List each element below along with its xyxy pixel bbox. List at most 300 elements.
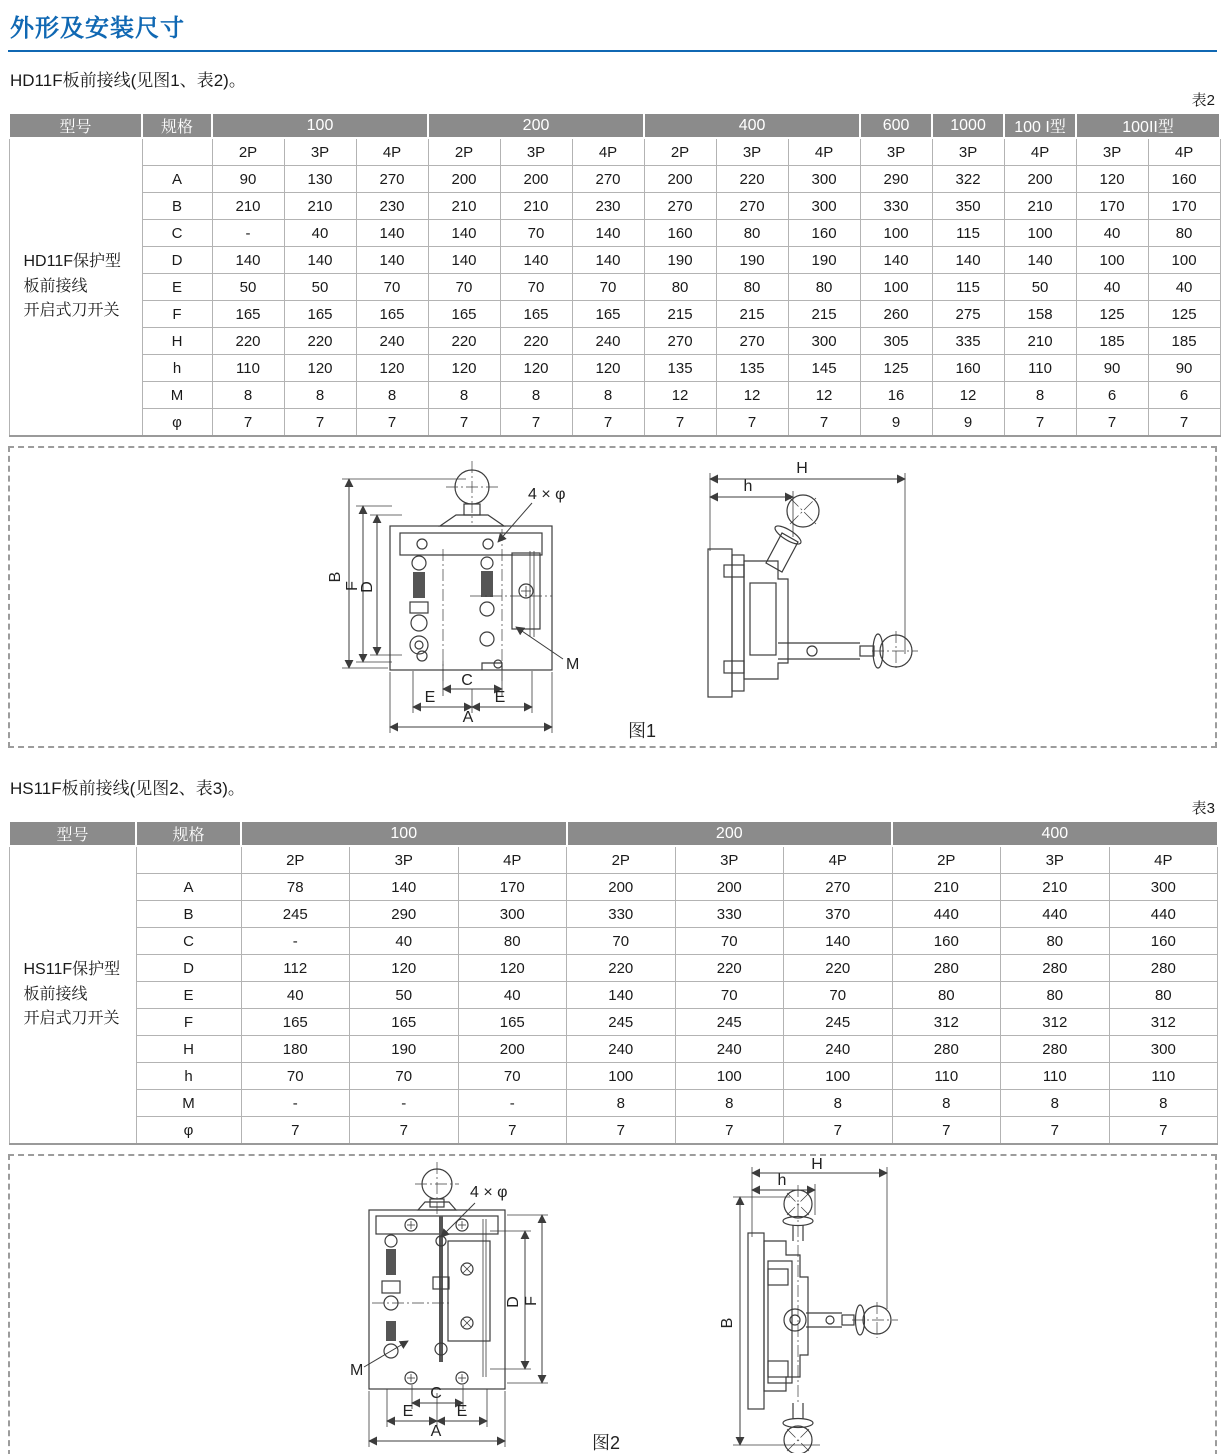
dimension-label: C bbox=[142, 220, 212, 247]
dimension-value: 50 bbox=[212, 274, 284, 301]
pole-count-header: 3P bbox=[284, 138, 356, 166]
table2-tag: 表2 bbox=[1191, 92, 1215, 109]
rating-group-header: 600 bbox=[860, 113, 932, 138]
dimension-value: 70 bbox=[241, 1063, 350, 1090]
fig1-e2-label: E bbox=[494, 689, 506, 706]
fig2-phi-label: 4 × φ bbox=[470, 1184, 508, 1201]
dimension-value: 270 bbox=[716, 328, 788, 355]
pole-header-row bbox=[9, 846, 1218, 874]
dimension-value: 90 bbox=[1148, 355, 1220, 382]
pole-count-header: 3P bbox=[675, 846, 784, 874]
dimension-value: 300 bbox=[1109, 1036, 1218, 1063]
dimension-value: 190 bbox=[644, 247, 716, 274]
dimension-value: 7 bbox=[675, 1117, 784, 1145]
dimension-row bbox=[9, 355, 1220, 382]
spec-column-header: 规格 bbox=[136, 821, 241, 846]
fig1-e1-label: E bbox=[424, 689, 436, 706]
dimension-value: 180 bbox=[241, 1036, 350, 1063]
dimension-value: 245 bbox=[241, 901, 350, 928]
pole-count-header: 4P bbox=[784, 846, 893, 874]
dimension-value: 220 bbox=[284, 328, 356, 355]
dimension-value: 330 bbox=[860, 193, 932, 220]
dimension-value: 140 bbox=[356, 247, 428, 274]
dimension-value: 70 bbox=[675, 982, 784, 1009]
dimension-value: 165 bbox=[212, 301, 284, 328]
dimension-value: 7 bbox=[644, 409, 716, 437]
dimension-value: 7 bbox=[284, 409, 356, 437]
dimension-value: 100 bbox=[784, 1063, 893, 1090]
dimension-row bbox=[9, 1090, 1218, 1117]
pole-count-header: 2P bbox=[241, 846, 350, 874]
dimension-label: M bbox=[136, 1090, 241, 1117]
dimension-value: 70 bbox=[500, 274, 572, 301]
dimension-value: 210 bbox=[1004, 193, 1076, 220]
dimension-value: 50 bbox=[1004, 274, 1076, 301]
dimension-value: 140 bbox=[428, 220, 500, 247]
dimension-value: 440 bbox=[1109, 901, 1218, 928]
dimension-value: 140 bbox=[784, 928, 893, 955]
dimension-value: 215 bbox=[644, 301, 716, 328]
dimension-value: 140 bbox=[356, 220, 428, 247]
dimension-label: D bbox=[136, 955, 241, 982]
dimension-row bbox=[9, 166, 1220, 193]
dimension-value: 12 bbox=[788, 382, 860, 409]
dimension-value: 70 bbox=[784, 982, 893, 1009]
rating-group-header: 400 bbox=[644, 113, 860, 138]
dimension-value: 40 bbox=[241, 982, 350, 1009]
dimension-value: 270 bbox=[644, 328, 716, 355]
dimension-value: 270 bbox=[356, 166, 428, 193]
fig1-a-label: A bbox=[462, 709, 474, 726]
dimension-value: 120 bbox=[500, 355, 572, 382]
fig1-d-label: D bbox=[359, 581, 376, 593]
dimension-value: 112 bbox=[241, 955, 350, 982]
dimension-value: 40 bbox=[1076, 274, 1148, 301]
dimension-value: 50 bbox=[284, 274, 356, 301]
pole-count-header: 4P bbox=[356, 138, 428, 166]
dimension-value: - bbox=[458, 1090, 567, 1117]
dimension-value: 200 bbox=[567, 874, 676, 901]
dimension-value: 8 bbox=[892, 1090, 1001, 1117]
dimension-value: 140 bbox=[350, 874, 459, 901]
dimension-value: 100 bbox=[1148, 247, 1220, 274]
dimension-value: 120 bbox=[572, 355, 644, 382]
dimension-value: 220 bbox=[428, 328, 500, 355]
dimension-label: H bbox=[136, 1036, 241, 1063]
model-name-text bbox=[10, 958, 136, 1032]
rating-group-header: 200 bbox=[428, 113, 644, 138]
dimension-value: 145 bbox=[788, 355, 860, 382]
dimension-value: 165 bbox=[241, 1009, 350, 1036]
dimension-value: 100 bbox=[567, 1063, 676, 1090]
figure2-caption: 图2 bbox=[592, 1433, 621, 1453]
pole-count-header: 4P bbox=[458, 846, 567, 874]
dimension-value: 300 bbox=[788, 193, 860, 220]
dimension-value: 40 bbox=[350, 928, 459, 955]
dimension-value: 8 bbox=[675, 1090, 784, 1117]
dimension-row bbox=[9, 874, 1218, 901]
dimension-label: h bbox=[142, 355, 212, 382]
dimension-value: 7 bbox=[892, 1117, 1001, 1145]
model-name-line: 开启式刀开关 bbox=[23, 1010, 120, 1028]
dimension-label: φ bbox=[142, 409, 212, 437]
pole-count-header: 2P bbox=[892, 846, 1001, 874]
dimension-value: 165 bbox=[428, 301, 500, 328]
dimension-value: 140 bbox=[932, 247, 1004, 274]
dimension-value: 170 bbox=[1076, 193, 1148, 220]
dimension-row bbox=[9, 409, 1220, 437]
dimension-value: 120 bbox=[350, 955, 459, 982]
dimension-value: 8 bbox=[1001, 1090, 1110, 1117]
dimension-label: M bbox=[142, 382, 212, 409]
dimension-row bbox=[9, 928, 1218, 955]
dimension-value: 190 bbox=[788, 247, 860, 274]
section2-intro: HS11F板前接线(见图2、表3)。 bbox=[10, 779, 245, 798]
dimension-row bbox=[9, 955, 1218, 982]
dimension-value: 12 bbox=[716, 382, 788, 409]
model-name-text bbox=[10, 250, 142, 324]
dimension-value: 350 bbox=[932, 193, 1004, 220]
pole-count-header: 2P bbox=[644, 138, 716, 166]
spec-empty-cell bbox=[142, 138, 212, 166]
dimension-value: - bbox=[350, 1090, 459, 1117]
dimension-value: 70 bbox=[356, 274, 428, 301]
dimension-value: 230 bbox=[356, 193, 428, 220]
dimension-value: 7 bbox=[1004, 409, 1076, 437]
pole-count-header: 2P bbox=[212, 138, 284, 166]
dimension-row bbox=[9, 1009, 1218, 1036]
dimension-value: 280 bbox=[1109, 955, 1218, 982]
dimension-value: 440 bbox=[892, 901, 1001, 928]
dimension-value: 7 bbox=[428, 409, 500, 437]
pole-count-header: 3P bbox=[1076, 138, 1148, 166]
dimension-row bbox=[9, 382, 1220, 409]
dimension-value: 70 bbox=[350, 1063, 459, 1090]
dimension-value: 200 bbox=[1004, 166, 1076, 193]
dimension-value: 165 bbox=[284, 301, 356, 328]
dimension-value: 120 bbox=[284, 355, 356, 382]
dimension-value: 100 bbox=[860, 220, 932, 247]
dimension-value: 140 bbox=[212, 247, 284, 274]
dimension-value: 300 bbox=[458, 901, 567, 928]
dimension-value: 160 bbox=[892, 928, 1001, 955]
dimension-value: 280 bbox=[892, 955, 1001, 982]
fig1-phi-label: 4 × φ bbox=[528, 486, 566, 503]
dimension-value: 165 bbox=[458, 1009, 567, 1036]
fig1-front-dimensions bbox=[327, 479, 552, 733]
dimension-value: 200 bbox=[644, 166, 716, 193]
dimension-label: B bbox=[142, 193, 212, 220]
dimension-value: 7 bbox=[784, 1117, 893, 1145]
dimension-value: 160 bbox=[1148, 166, 1220, 193]
dimension-value: 140 bbox=[572, 247, 644, 274]
dimension-value: 8 bbox=[1004, 382, 1076, 409]
dimension-value: 120 bbox=[356, 355, 428, 382]
dimension-value: 220 bbox=[716, 166, 788, 193]
dimension-value: 220 bbox=[784, 955, 893, 982]
dimension-value: 40 bbox=[1076, 220, 1148, 247]
dimension-label: C bbox=[136, 928, 241, 955]
dimension-value: 7 bbox=[572, 409, 644, 437]
dimension-value: 80 bbox=[644, 274, 716, 301]
dimension-value: 215 bbox=[716, 301, 788, 328]
dimension-row bbox=[9, 247, 1220, 274]
dimension-value: 135 bbox=[716, 355, 788, 382]
header-row bbox=[9, 821, 1218, 846]
title-underline bbox=[8, 50, 1217, 52]
pole-count-header: 3P bbox=[932, 138, 1004, 166]
dimension-value: 12 bbox=[932, 382, 1004, 409]
model-name-line: 板前接线 bbox=[23, 277, 88, 295]
dimension-value: 280 bbox=[1001, 955, 1110, 982]
dimension-value: 330 bbox=[567, 901, 676, 928]
dimension-value: 7 bbox=[350, 1117, 459, 1145]
dimension-value: 7 bbox=[241, 1117, 350, 1145]
dimension-value: 100 bbox=[860, 274, 932, 301]
dimension-value: 330 bbox=[675, 901, 784, 928]
dimension-value: 300 bbox=[788, 328, 860, 355]
fig1-c-label: C bbox=[461, 672, 473, 689]
dimension-value: 40 bbox=[458, 982, 567, 1009]
dimension-value: 290 bbox=[860, 166, 932, 193]
dimension-value: 100 bbox=[675, 1063, 784, 1090]
pole-count-header: 2P bbox=[567, 846, 676, 874]
dimension-label: φ bbox=[136, 1117, 241, 1145]
dimension-value: 40 bbox=[1148, 274, 1220, 301]
dimension-value: 160 bbox=[932, 355, 1004, 382]
dimension-value: 8 bbox=[500, 382, 572, 409]
dimension-value: 165 bbox=[500, 301, 572, 328]
dimension-value: 120 bbox=[458, 955, 567, 982]
dimension-value: 80 bbox=[716, 220, 788, 247]
model-column-header: 型号 bbox=[9, 113, 142, 138]
dimension-value: 80 bbox=[788, 274, 860, 301]
figure2-box bbox=[8, 1154, 1217, 1454]
dimension-value: 115 bbox=[932, 220, 1004, 247]
pole-count-header: 4P bbox=[1004, 138, 1076, 166]
dimension-row bbox=[9, 220, 1220, 247]
dimension-value: 110 bbox=[212, 355, 284, 382]
dimension-value: 90 bbox=[1076, 355, 1148, 382]
rating-group-header: 100 I型 bbox=[1004, 113, 1076, 138]
dimension-value: 170 bbox=[458, 874, 567, 901]
dimension-value: 140 bbox=[572, 220, 644, 247]
dimension-value: 240 bbox=[356, 328, 428, 355]
rating-group-header: 400 bbox=[892, 821, 1218, 846]
dimension-value: - bbox=[212, 220, 284, 247]
dimension-value: 280 bbox=[892, 1036, 1001, 1063]
dimension-value: 210 bbox=[1001, 874, 1110, 901]
dimension-value: 210 bbox=[212, 193, 284, 220]
dimension-value: 140 bbox=[428, 247, 500, 274]
page-title: 外形及安装尺寸 bbox=[10, 15, 185, 42]
dimension-value: 80 bbox=[458, 928, 567, 955]
dimension-value: 110 bbox=[1109, 1063, 1218, 1090]
dimension-value: 290 bbox=[350, 901, 459, 928]
fig2-H-label: H bbox=[811, 1157, 823, 1173]
dimension-value: 6 bbox=[1076, 382, 1148, 409]
dimension-value: 312 bbox=[1001, 1009, 1110, 1036]
fig1-side-view bbox=[708, 460, 918, 697]
dimension-value: 190 bbox=[350, 1036, 459, 1063]
dimension-value: 100 bbox=[1076, 247, 1148, 274]
fig1-H-label: H bbox=[796, 460, 808, 477]
dimension-value: 160 bbox=[1109, 928, 1218, 955]
dimension-label: D bbox=[142, 247, 212, 274]
dimension-value: 7 bbox=[1109, 1117, 1218, 1145]
dimension-value: 165 bbox=[356, 301, 428, 328]
model-name-cell bbox=[9, 846, 136, 1144]
dimension-value: 270 bbox=[784, 874, 893, 901]
dimension-value: 335 bbox=[932, 328, 1004, 355]
dimension-value: 165 bbox=[350, 1009, 459, 1036]
fig2-m-label: M bbox=[350, 1362, 364, 1379]
dimension-value: 110 bbox=[1004, 355, 1076, 382]
dimension-value: 7 bbox=[500, 409, 572, 437]
dimension-value: 370 bbox=[784, 901, 893, 928]
dimension-label: H bbox=[142, 328, 212, 355]
dimension-value: 120 bbox=[428, 355, 500, 382]
dimension-value: 440 bbox=[1001, 901, 1110, 928]
figure1-caption: 图1 bbox=[628, 721, 657, 741]
fig1-b-label: B bbox=[327, 571, 344, 583]
dimension-value: 160 bbox=[788, 220, 860, 247]
dimension-label: A bbox=[136, 874, 241, 901]
dimension-value: 7 bbox=[788, 409, 860, 437]
table2-dimensions bbox=[8, 112, 1221, 437]
pole-count-header: 4P bbox=[572, 138, 644, 166]
fig1-f-label: F bbox=[344, 581, 361, 591]
dimension-label: F bbox=[136, 1009, 241, 1036]
fig2-f-label: F bbox=[523, 1296, 540, 1306]
pole-count-header: 2P bbox=[428, 138, 500, 166]
dimension-value: 210 bbox=[892, 874, 1001, 901]
dimension-value: 16 bbox=[860, 382, 932, 409]
dimension-value: 170 bbox=[1148, 193, 1220, 220]
dimension-value: 230 bbox=[572, 193, 644, 220]
dimension-value: 7 bbox=[356, 409, 428, 437]
model-name-line: HD11F保护型 bbox=[23, 252, 121, 270]
dimension-value: 140 bbox=[500, 247, 572, 274]
dimension-value: 210 bbox=[1004, 328, 1076, 355]
dimension-value: 245 bbox=[675, 1009, 784, 1036]
dimension-label: E bbox=[142, 274, 212, 301]
dimension-row bbox=[9, 274, 1220, 301]
dimension-value: 80 bbox=[1001, 928, 1110, 955]
dimension-value: 185 bbox=[1076, 328, 1148, 355]
model-name-line: 开启式刀开关 bbox=[23, 302, 120, 320]
dimension-value: 7 bbox=[1076, 409, 1148, 437]
dimension-value: 305 bbox=[860, 328, 932, 355]
dimension-value: - bbox=[241, 1090, 350, 1117]
fig2-h-label: h bbox=[777, 1172, 787, 1189]
dimension-value: 8 bbox=[356, 382, 428, 409]
dimension-value: 7 bbox=[1001, 1117, 1110, 1145]
fig2-e2-label: E bbox=[456, 1403, 468, 1420]
dimension-value: 240 bbox=[567, 1036, 676, 1063]
spec-empty-cell bbox=[136, 846, 241, 874]
pole-count-header: 4P bbox=[1148, 138, 1220, 166]
dimension-value: 135 bbox=[644, 355, 716, 382]
dimension-value: 312 bbox=[1109, 1009, 1218, 1036]
dimension-value: 200 bbox=[500, 166, 572, 193]
pole-count-header: 3P bbox=[860, 138, 932, 166]
dimension-value: 200 bbox=[428, 166, 500, 193]
dimension-value: 185 bbox=[1148, 328, 1220, 355]
dimension-value: 140 bbox=[860, 247, 932, 274]
pole-count-header: 3P bbox=[1001, 846, 1110, 874]
dimension-value: 125 bbox=[1148, 301, 1220, 328]
dimension-value: 140 bbox=[284, 247, 356, 274]
dimension-value: 70 bbox=[428, 274, 500, 301]
dimension-value: 6 bbox=[1148, 382, 1220, 409]
dimension-value: 7 bbox=[1148, 409, 1220, 437]
dimension-value: 90 bbox=[212, 166, 284, 193]
dimension-value: 40 bbox=[284, 220, 356, 247]
fig2-front-view bbox=[350, 1162, 508, 1389]
model-name-line: HS11F保护型 bbox=[23, 960, 121, 978]
dimension-value: 200 bbox=[458, 1036, 567, 1063]
dimension-value: 270 bbox=[716, 193, 788, 220]
dimension-row bbox=[9, 1036, 1218, 1063]
fig2-a-label: A bbox=[430, 1423, 442, 1440]
figure1-drawing bbox=[20, 449, 1205, 743]
rating-group-header: 100II型 bbox=[1076, 113, 1220, 138]
dimension-label: F bbox=[142, 301, 212, 328]
dimension-row bbox=[9, 982, 1218, 1009]
model-name-cell bbox=[9, 138, 142, 436]
dimension-value: 210 bbox=[284, 193, 356, 220]
fig1-h-label: h bbox=[743, 478, 753, 495]
dimension-label: E bbox=[136, 982, 241, 1009]
dimension-value: 120 bbox=[1076, 166, 1148, 193]
dimension-value: 160 bbox=[644, 220, 716, 247]
dimension-value: 140 bbox=[567, 982, 676, 1009]
dimension-value: 80 bbox=[1148, 220, 1220, 247]
dimension-value: 215 bbox=[788, 301, 860, 328]
dimension-value: 70 bbox=[675, 928, 784, 955]
dimension-value: 8 bbox=[572, 382, 644, 409]
dimension-value: 275 bbox=[932, 301, 1004, 328]
dimension-value: 7 bbox=[212, 409, 284, 437]
dimension-value: 125 bbox=[860, 355, 932, 382]
dimension-value: 8 bbox=[784, 1090, 893, 1117]
dimension-value: 70 bbox=[572, 274, 644, 301]
dimension-value: 80 bbox=[1001, 982, 1110, 1009]
section1-intro: HD11F板前接线(见图1、表2)。 bbox=[10, 71, 246, 90]
dimension-row bbox=[9, 901, 1218, 928]
dimension-value: 220 bbox=[567, 955, 676, 982]
dimension-value: 125 bbox=[1076, 301, 1148, 328]
dimension-value: 240 bbox=[572, 328, 644, 355]
rating-group-header: 100 bbox=[212, 113, 428, 138]
pole-count-header: 3P bbox=[716, 138, 788, 166]
dimension-value: - bbox=[241, 928, 350, 955]
dimension-value: 8 bbox=[284, 382, 356, 409]
dimension-value: 8 bbox=[1109, 1090, 1218, 1117]
dimension-value: 270 bbox=[644, 193, 716, 220]
dimension-value: 70 bbox=[500, 220, 572, 247]
dimension-row bbox=[9, 301, 1220, 328]
fig1-m-label: M bbox=[566, 656, 580, 673]
dimension-value: 280 bbox=[1001, 1036, 1110, 1063]
dimension-value: 190 bbox=[716, 247, 788, 274]
dimension-value: 300 bbox=[1109, 874, 1218, 901]
dimension-value: 240 bbox=[784, 1036, 893, 1063]
dimension-value: 158 bbox=[1004, 301, 1076, 328]
dimension-value: 210 bbox=[428, 193, 500, 220]
pole-count-header: 4P bbox=[788, 138, 860, 166]
